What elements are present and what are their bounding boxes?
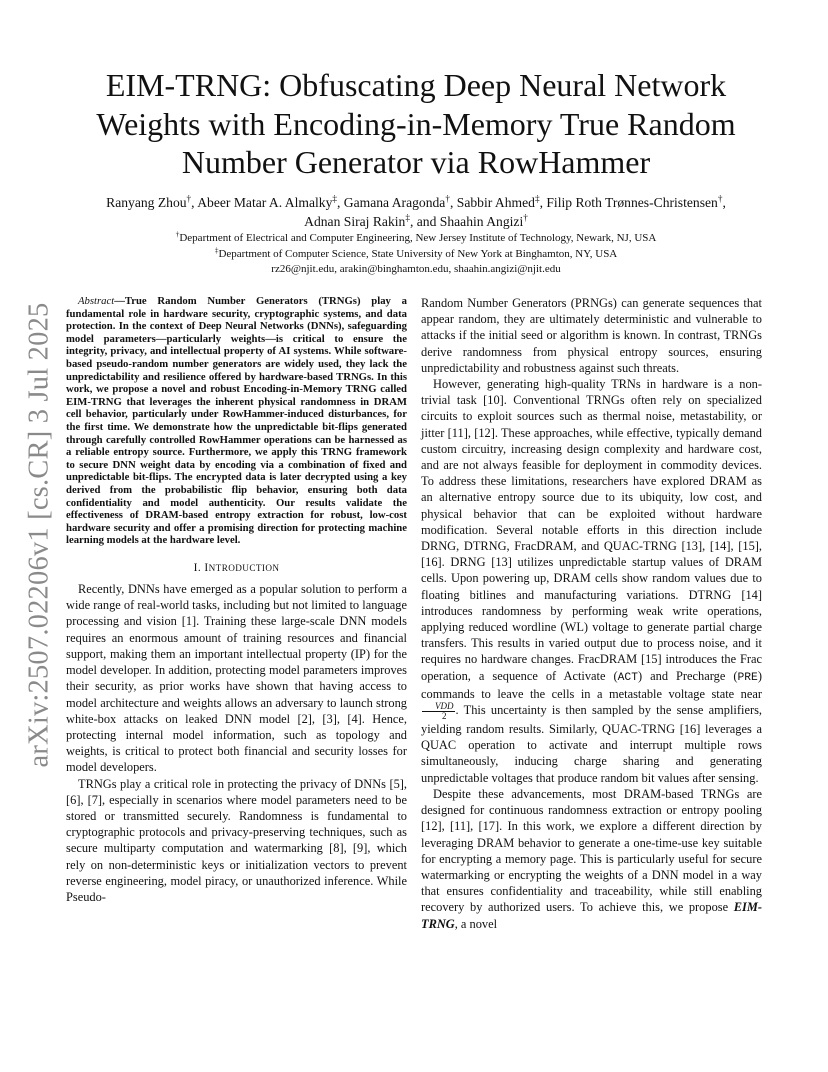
author: Abeer Matar A. Almalky‡	[197, 193, 337, 210]
paragraph: Despite these advancements, most DRAM-based TRNGs are designed for continuous randomness extraction or entropy pooling [12], [11], [17]. In this work, we explore a different direction by leveraging DRAM behavior to generate a one-time-use key suitable for encrypting a memory page. This is particularly useful for secure watermarking or encrypting the weights of a DNN model in a way that ensures confidentiality and traceability, while still enabling recovery by authorized users. To achieve this, we propose EIM-TRNG, a novel	[421, 786, 762, 931]
author: Gamana Aragonda†	[343, 193, 450, 210]
inline-code: ACT	[617, 671, 638, 684]
arxiv-identifier	[16, 302, 62, 768]
author: Filip Roth Trønnes-Christensen†	[546, 193, 723, 210]
author: Shaahin Angizi†	[439, 212, 528, 229]
affiliations	[66, 231, 766, 278]
paper-title	[66, 66, 766, 182]
affiliation-line: ‡Department of Computer Science, State University of New York at Binghamton, NY, USA	[214, 244, 618, 260]
section-heading: I. INTRODUCTION	[193, 561, 280, 574]
paragraph: Recently, DNNs have emerged as a popular solution to perform a wide range of real-world tasks, including but not limited to language processing and vision [1]. Training these large-scale DNN models requires an enormous amount of training resources and financial support, making them an important intellectual property (IP) for the model developer. In addition, protecting model parameters improves their security, as prior works have shown that having access to model architecture and weights allows an adversary to launch strong white-box attacks on leaked DNN model [2], [3], [4]. Hence, protecting internal model information, such as topology and weights, is critical to protect both financial and security losses for model developers.	[66, 582, 407, 775]
title-line: EIM-TRNG: Obfuscating Deep Neural Network	[105, 67, 727, 103]
author: Ranyang Zhou†	[106, 193, 192, 210]
author: Adnan Siraj Rakin‡	[304, 212, 410, 229]
vdd-fraction: $\frac{\text{VDD}}{2}$	[422, 702, 455, 721]
author-emails: rz26@njit.edu, arakin@binghamton.edu, shaahin.angizi@njit.edu	[271, 263, 561, 275]
arxiv-id-text: arXiv:2507.02206v1 [cs.CR] 3 Jul 2025	[23, 302, 54, 768]
emphasis-eim-trng: EIM-TRNG	[421, 900, 762, 931]
title-line: Number Generator via RowHammer	[181, 144, 651, 180]
abstract-text: True Random Number Generators (TRNGs) play a fundamental role in hardware security, cryptographic systems, and data protection. In the context of Deep Neural Networks (DNNs), safeguarding model parameters—particularly weights—is critical to ensure the integrity, privacy, and intellectual property of AI systems. While software-based pseudo-random number generators are widely used, they lack the unpredictability and resilience offered by hardware-based TRNGs. In this work, we propose a novel and robust Encoding-in-Memory TRNG called EIM-TRNG that leverages the inherent physical randomness in DRAM cell behavior, particularly under RowHammer-induced disturbances, for the first time. We demonstrate how the unpredictable bit-flips generated through carefully controlled RowHammer operations can be harnessed as a reliable entropy source. Furthermore, we apply this TRNG framework to secure DNN weight data by encoding via a combination of fixed and unpredictable bit-flips. The encrypted data is later decrypted using a key derived from the probabilistic flip behavior, ensuring both data confidentiality and model authenticity. Our results validate the effectiveness of DRAM-based entropy extraction for robust, low-cost hardware security and offer a promising direction for protecting machine learning models at the hardware level.	[66, 295, 407, 547]
affiliation-line: †Department of Electrical and Computer Engineering, New Jersey Institute of Technology, Newark, NJ, USA	[175, 229, 657, 244]
paragraph: However, generating high-quality TRNs in hardware is a non-trivial task [10]. Conventional TRNGs often rely on specialized circuits to exploit sources such as thermal noise, metastability, or jitter [11], [12]. These approaches, while effective, typically demand custom circuitry, increasing design complexity and hardware cost, and are not always feasible for deployment in commodity devices. To address these limitations, researchers have explored DRAM as an alternative entropy source due to its ubiquity, low cost, and physical behavior that can be exploited without hardware modification. Several notable efforts in this direction include DRNG, DTRNG, FracDRAM, and QUAC-TRNG [13], [14], [15], [16]. DRNG [13] utilizes unpredictable startup values of DRAM cells. Upon powering up, DRAM cells show random values due to floating bitlines and manufacturing variations. DTRNG [14] introduces randomness by performing weak write operations, applying reduced wordline (WL) voltage to generate partial charge transfers. This results in varied output due to process noise, and it requires no hardware changes. FracDRAM [15] introduces the Frac operation, a sequence of Activate (ACT) and Precharge (PRE) commands to leave the cells in a metastable voltage state near $\frac{\text{VDD}}{2}$ . This uncertainty is then sampled by the sense amplifiers, yielding random results. Similarly, QUAC-TRNG [16] leverages a QUAC operation to activate and interrupt multiple rows simultaneously, inducing charge sharing and generating unpredictable voltages that produce random bit values after sensing.	[421, 377, 762, 785]
abstract-label: Abstract	[78, 295, 115, 307]
abstract: Abstract—True Random Number Generators (TRNGs) play a fundamental role in hardware security, cryptographic systems, and data protection. In the context of Deep Neural Networks (DNNs), safeguarding model parameters—particularly weights—is critical to ensure the integrity, privacy, and intellectual property of AI systems. While software-based pseudo-random number generators are widely used, they lack the unpredictability and resilience offered by hardware-based TRNGs. In this work, we propose a novel and robust Encoding-in-Memory TRNG called EIM-TRNG that leverages the inherent physical randomness in DRAM cell behavior, particularly under RowHammer-induced disturbances, for the first time. We demonstrate how the unpredictable bit-flips generated through carefully controlled RowHammer operations can be harnessed as a reliable entropy source. Furthermore, we apply this TRNG framework to secure DNN weight data by encoding via a combination of fixed and unpredictable bit-flips. The encrypted data is later decrypted using a key derived from the probabilistic flip behavior, ensuring both data confidentiality and model authenticity. Our results validate the effectiveness of DRAM-based entropy extraction for robust, low-cost hardware security and offer a promising direction for protecting machine learning models at the hardware level.	[66, 295, 407, 547]
inline-code: PRE	[737, 671, 758, 684]
author: Sabbir Ahmed‡	[456, 193, 540, 210]
paragraph: Random Number Generators (PRNGs) can generate sequences that appear random, they are ultimately deterministic and vulnerable to attacks if the initial seed or algorithm is known. In contrast, TRNGs derive randomness from physical entropy sources, ensuring unpredictability and robustness against such threats.	[421, 296, 762, 375]
author-list: Ranyang Zhou†, Abeer Matar A. Almalky‡, Gamana Aragonda†, Sabbir Ahmed‡, Filip Roth Trønnes-Christensen†, Adnan Siraj Rakin‡, and Shaahin Angizi†	[106, 193, 726, 229]
left-column	[66, 295, 407, 905]
title-line: Weights with Encoding-in-Memory True Random	[96, 105, 736, 142]
paragraph: TRNGs play a critical role in protecting the privacy of DNNs [5], [6], [7], especially in scenarios where model parameters need to be stored or transmitted securely. Randomness is fundamental to cryptographic protocols and privacy-preserving techniques, such as secure multiparty computation and watermarking [8], [9], which rely on non-deterministic keys or initialization vectors to prevent reverse engineering, model piracy, or unauthorized inference. While Pseudo-	[66, 776, 407, 904]
right-column	[421, 295, 762, 932]
